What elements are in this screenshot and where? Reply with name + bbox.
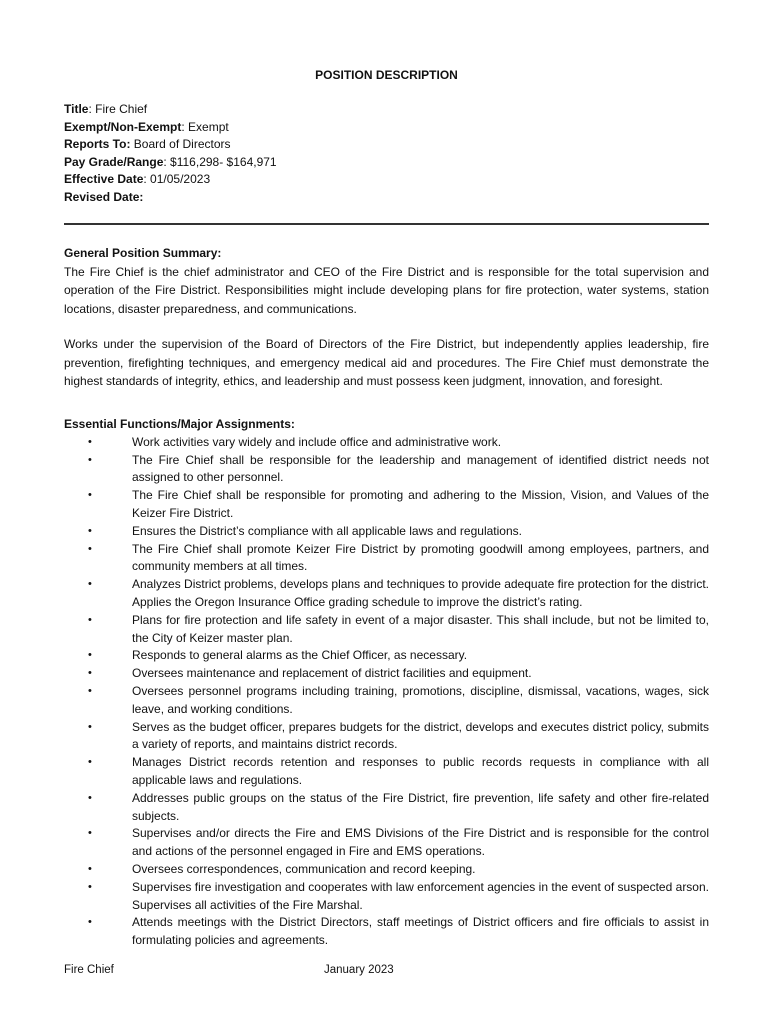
list-item (64, 879, 709, 915)
position-meta (64, 101, 277, 206)
list-item (64, 434, 709, 452)
functions-heading: Essential Functions/Major Assignments: (64, 417, 295, 431)
bullet-icon: • (88, 435, 92, 448)
list-item (64, 541, 709, 577)
meta-label: Exempt/Non-Exempt (64, 119, 182, 134)
list-item (64, 612, 709, 648)
list-item-text: Responds to general alarms as the Chief Officer, as necessary. (132, 648, 468, 663)
list-item-text: Supervises fire investigation and cooperates with law enforcement agencies in the event of suspected arson. Supervises all activities of the Fire Marshal. (132, 879, 709, 912)
list-item-text: Plans for fire protection and life safety in event of a major disaster. This shall include, but not be limited to, the City of Keizer master plan. (132, 612, 709, 645)
meta-value: Board of Directors (130, 137, 231, 151)
functions-list (64, 434, 709, 950)
footer-date: January 2023 (324, 964, 394, 976)
bullet-icon: • (88, 524, 92, 537)
list-item-text: The Fire Chief shall be responsible for the leadership and management of identified district needs not assigned to other personnel. (132, 452, 709, 485)
meta-separator: : (163, 154, 167, 169)
meta-exempt-status (64, 119, 277, 137)
bullet-icon: • (88, 756, 92, 769)
list-item (64, 861, 709, 879)
bullet-icon: • (88, 667, 92, 680)
meta-value: 01/05/2023 (146, 172, 211, 186)
list-item (64, 487, 709, 523)
bullet-icon: • (88, 827, 92, 840)
list-item-text: Oversees maintenance and replacement of district facilities and equipment. (132, 666, 532, 681)
list-item (64, 914, 709, 950)
meta-separator: : (143, 172, 147, 186)
footer-position-title: Fire Chief (64, 964, 114, 976)
list-item (64, 790, 709, 826)
list-item-text: Oversees personnel programs including training, promotions, discipline, dismissal, vacations, wages, sick leave, and working conditions. (132, 683, 709, 716)
bullet-icon: • (88, 880, 92, 893)
meta-label: Reports To: (64, 137, 131, 151)
list-item-text: Addresses public groups on the status of the Fire District, fire prevention, life safety and other fire-related subjects. (132, 790, 709, 823)
bullet-icon: • (88, 649, 92, 662)
list-item (64, 665, 709, 683)
document-title: POSITION DESCRIPTION (315, 68, 458, 82)
bullet-icon: • (88, 684, 92, 697)
list-item-text: Manages District records retention and responses to public records requests in compliance with all applicable laws and regulations. (132, 755, 709, 787)
list-item (64, 576, 709, 612)
meta-reports-to (64, 136, 277, 154)
list-item (64, 825, 709, 861)
list-item-text: The Fire Chief shall be responsible for promoting and adhering to the Mission, Vision, and Values of the Keizer Fire District. (132, 488, 709, 520)
list-item-text: Ensures the District’s compliance with all applicable laws and regulations. (132, 523, 522, 538)
bullet-icon: • (88, 578, 92, 591)
meta-separator: : (88, 102, 92, 116)
general-summary-section (64, 244, 709, 391)
list-item (64, 452, 709, 488)
list-item (64, 719, 709, 755)
meta-pay-grade (64, 154, 277, 172)
summary-heading: General Position Summary: (64, 246, 222, 260)
meta-value: Fire Chief (91, 102, 148, 116)
meta-title (64, 101, 277, 119)
list-item-text: The Fire Chief shall promote Keizer Fire District by promoting goodwill among employees, partners, and community members at all times. (132, 541, 709, 574)
essential-functions-section (64, 416, 709, 950)
list-item-text: Oversees correspondences, communication and record keeping. (132, 861, 476, 876)
bullet-icon: • (88, 453, 92, 466)
list-item (64, 647, 709, 665)
summary-paragraph: Works under the supervision of the Board of Directors of the Fire District, but independently applies leadership, fire prevention, firefighting techniques, and emergency medical aid and procedures. The Fire Chief must demonstrate the highest standards of integrity, ethics, and leadership and must possess keen judgment, innovation, and foresight. (64, 337, 709, 388)
bullet-icon: • (88, 542, 92, 555)
summary-paragraph: The Fire Chief is the chief administrator and CEO of the Fire District and is responsible for the total supervision and operation of the Fire District. Responsibilities might include developing plans for fire protection, water systems, station locations, disaster preparedness, and communications. (64, 264, 709, 316)
meta-separator: : (181, 119, 185, 134)
list-item-text: Supervises and/or directs the Fire and EMS Divisions of the Fire District and is responsible for the control and actions of the personnel engaged in Fire and EMS operations. (132, 826, 709, 859)
meta-value: Exempt (184, 119, 229, 134)
bullet-icon: • (88, 720, 92, 733)
bullet-icon: • (88, 489, 92, 502)
list-item (64, 523, 709, 541)
meta-effective-date (64, 171, 277, 189)
list-item-text: Analyzes District problems, develops plans and techniques to provide adequate fire protection for the district. Applies the Oregon Insurance Office grading schedule to improve the district’s rating. (132, 577, 709, 609)
list-item (64, 683, 709, 719)
bullet-icon: • (88, 916, 92, 929)
bullet-icon: • (88, 862, 92, 875)
section-divider (64, 223, 709, 225)
meta-label: Pay Grade/Range (64, 154, 164, 169)
list-item-text: Work activities vary widely and include office and administrative work. (132, 434, 502, 449)
meta-label: Revised Date: (64, 189, 144, 204)
meta-revised-date (64, 189, 277, 207)
list-item-text: Attends meetings with the District Directors, staff meetings of District officers and fire officials to assist in formulating policies and agreements. (132, 915, 709, 948)
meta-label: Title (64, 102, 89, 116)
bullet-icon: • (88, 613, 92, 626)
list-item-text: Serves as the budget officer, prepares budgets for the district, develops and executes district policy, submits a variety of reports, and maintains district records. (132, 719, 709, 752)
meta-value: $116,298- $164,971 (166, 154, 277, 169)
bullet-icon: • (88, 791, 92, 804)
list-item (64, 754, 709, 790)
meta-label: Effective Date (64, 172, 144, 186)
